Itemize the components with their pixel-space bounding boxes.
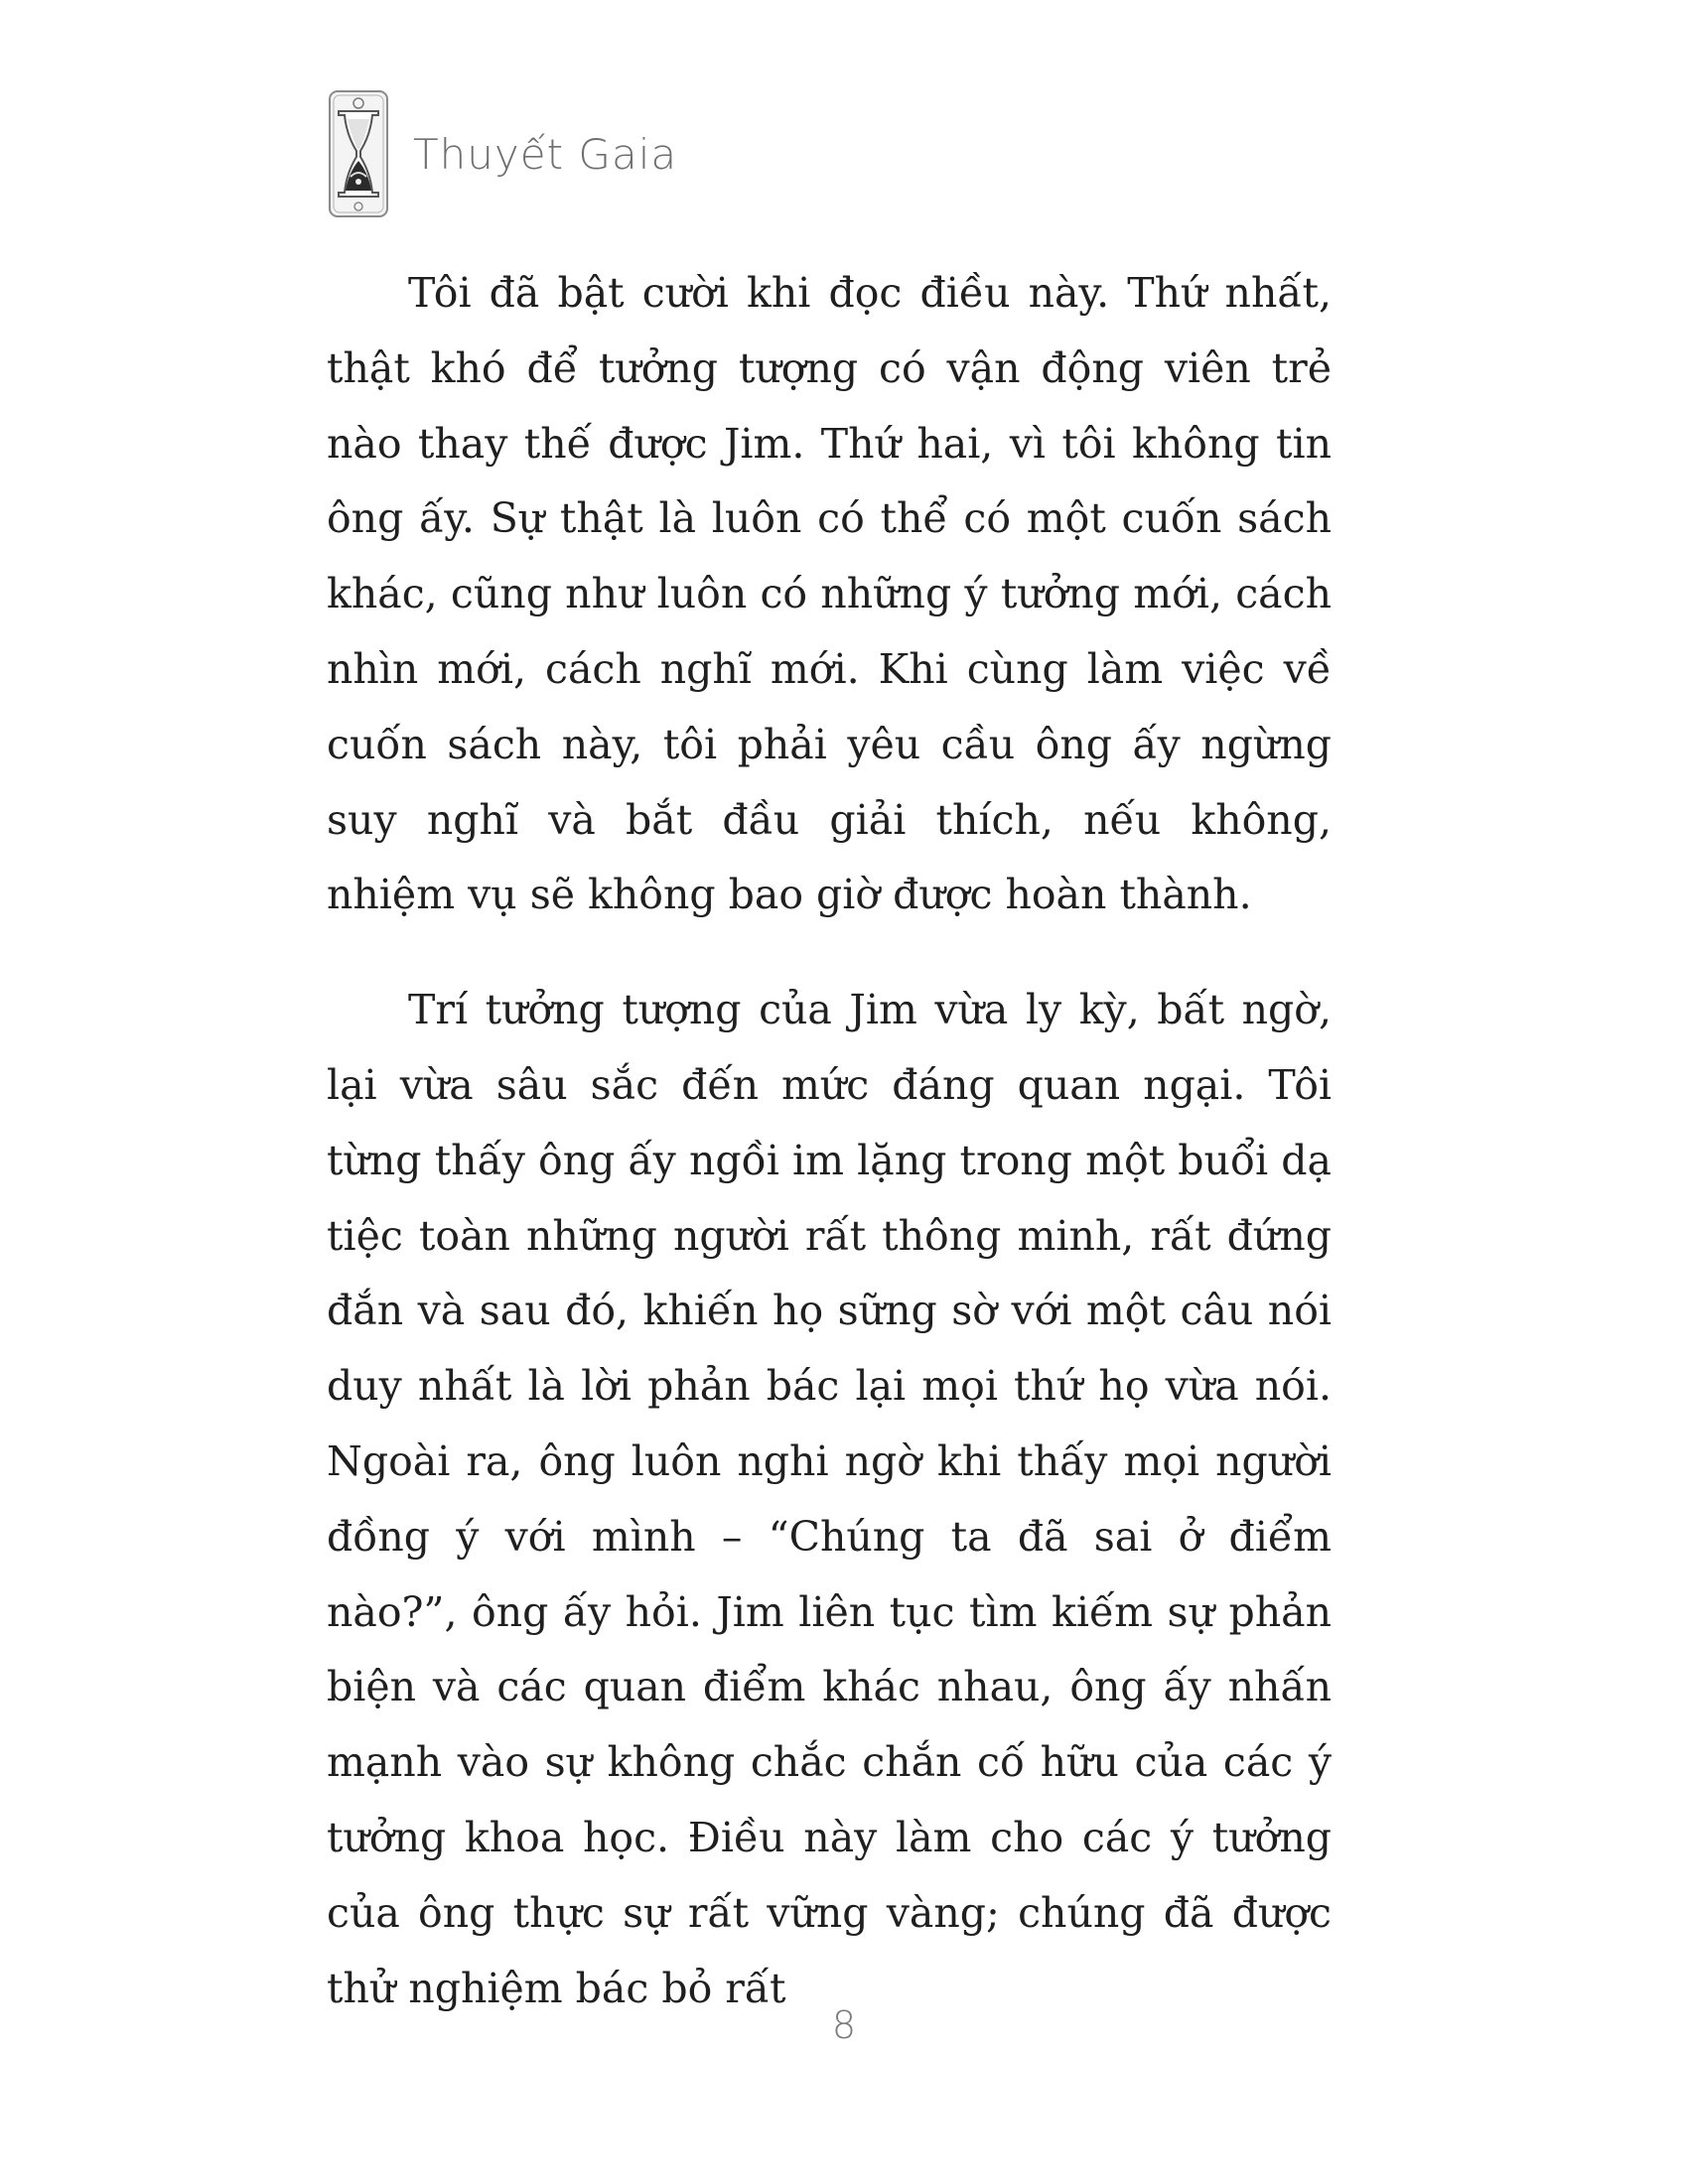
body-paragraph-2: Trí tưởng tượng của Jim vừa ly kỳ, bất ngờ, lại vừa sâu sắc đến mức đáng quan ngại. Tôi từng thấy ông ấy ngồi im lặng trong một buổi dạ tiệc toàn những người rất thông minh, rất đứng đắn và sau đó, khiến họ sững sờ với một câu nói duy nhất là lời phản bác lại mọi thứ họ vừa nói. Ngoài ra, ông luôn nghi ngờ khi thấy mọi người đồng ý với mình – “Chúng ta đã sai ở điểm nào?”, ông ấy hỏi. Jim liên tục tìm kiếm sự phản biện và các quan điểm khác nhau, ông ấy nhấn mạnh vào sự không chắc chắn cố hữu của các ý tưởng khoa học. Điều này làm cho các ý tưởng của ông thực sự rất vững vàng; chúng đã được thử nghiệm bác bỏ rất [327,986,1332,2012]
page-number: 8 [831,2003,857,2047]
book-title: Thuyết Gaia [413,129,678,179]
page-body [327,256,1332,2066]
body-paragraph-1: Tôi đã bật cười khi đọc điều này. Thứ nhất, thật khó để tưởng tượng có vận động viên trẻ nào thay thế được Jim. Thứ hai, vì tôi không tin ông ấy. Sự thật là luôn có thể có một cuốn sách khác, cũng như luôn có những ý tưởng mới, cách nhìn mới, cách nghĩ mới. Khi cùng làm việc về cuốn sách này, tôi phải yêu cầu ông ấy ngừng suy nghĩ và bắt đầu giải thích, nếu không, nhiệm vụ sẽ không bao giờ được hoàn thành. [327,269,1332,919]
running-header [328,89,677,218]
hourglass-logo-icon [328,89,389,218]
